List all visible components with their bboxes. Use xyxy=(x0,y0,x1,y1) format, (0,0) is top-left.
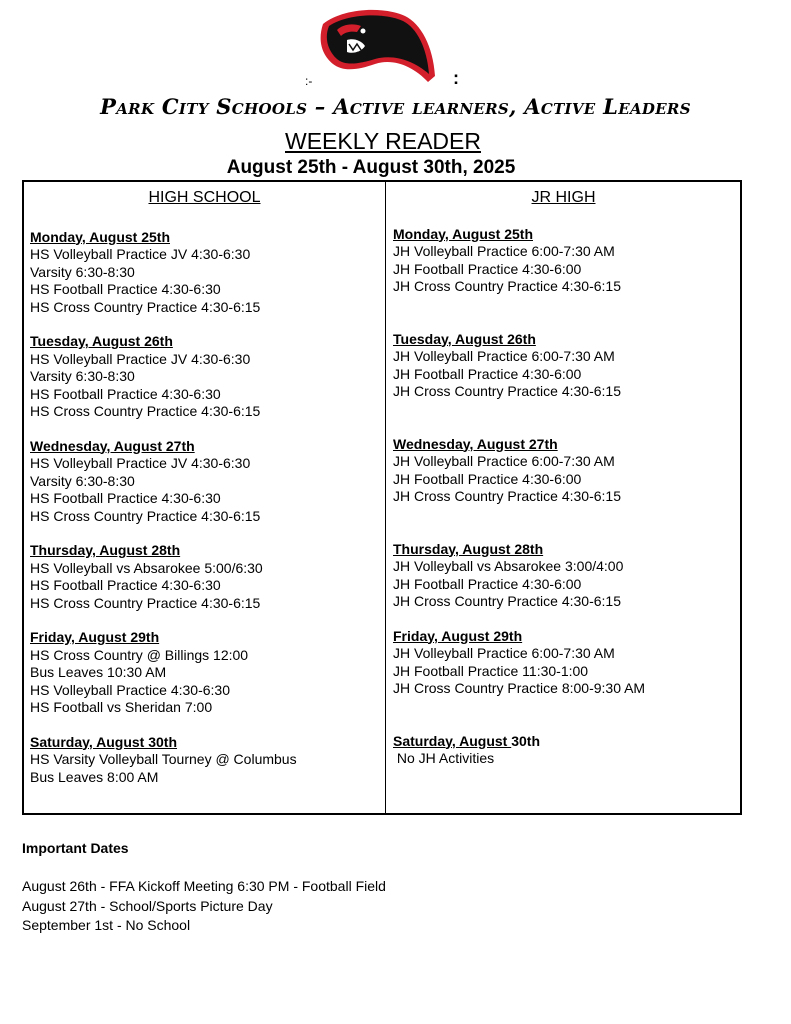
schedule-item: HS Cross Country Practice 4:30-6:15 xyxy=(30,507,261,524)
schedule-item: HS Football Practice 4:30-6:30 xyxy=(30,281,221,297)
day-title: Monday, August 25th xyxy=(393,225,533,242)
schedule-item: Varsity 6:30-8:30 xyxy=(30,263,135,280)
decorative-mark: :- xyxy=(305,74,313,88)
important-dates xyxy=(22,840,386,936)
schedule-item: HS Volleyball Practice JV 4:30-6:30 xyxy=(30,455,251,471)
schedule-item: HS Volleyball vs Absarokee 5:00/6:30 xyxy=(30,559,263,576)
day-title: Thursday, August 28th xyxy=(30,542,181,558)
schedule-item: HS Cross Country Practice 4:30-6:15 xyxy=(30,298,261,315)
schedule-item: Bus Leaves 8:00 AM xyxy=(30,768,159,785)
schedule-item: JH Volleyball Practice 6:00-7:30 AM xyxy=(393,453,615,469)
schedule-item: HS Volleyball Practice JV 4:30-6:30 xyxy=(30,350,251,367)
schedule-item: JH Cross Country Practice 8:00-9:30 AM xyxy=(393,680,646,696)
jr-high-column xyxy=(386,182,740,813)
panther-icon xyxy=(313,6,439,86)
schedule-item: Varsity 6:30-8:30 xyxy=(30,472,135,489)
schedule-item: HS Football Practice 4:30-6:30 xyxy=(30,490,221,506)
day-block xyxy=(30,333,385,421)
day-title: Saturday, August 30th xyxy=(393,732,541,749)
schedule-item: JH Cross Country Practice 4:30-6:15 xyxy=(393,278,621,294)
important-dates-heading: Important Dates xyxy=(22,840,129,856)
day-block xyxy=(30,438,385,526)
schedule-item: JH Volleyball Practice 6:00-7:30 AM xyxy=(393,348,615,364)
day-title: Monday, August 25th xyxy=(30,228,170,245)
day-block xyxy=(393,436,740,506)
schedule-item: JH Cross Country Practice 4:30-6:15 xyxy=(393,488,621,504)
schedule-table xyxy=(22,180,742,815)
schedule-item: JH Football Practice 11:30-1:00 xyxy=(393,662,589,679)
schedule-item: JH Football Practice 4:30-6:00 xyxy=(393,260,582,277)
schedule-item: HS Football Practice 4:30-6:30 xyxy=(30,577,221,593)
schedule-item: HS Cross Country @ Billings 12:00 xyxy=(30,646,249,663)
school-motto: Park City Schools – Active learners, Active Leaders xyxy=(100,94,691,119)
schedule-item: JH Football Practice 4:30-6:00 xyxy=(393,470,582,487)
schedule-item: HS Football vs Sheridan 7:00 xyxy=(30,699,213,715)
day-title: Wednesday, August 27th xyxy=(393,435,558,452)
schedule-item: Varsity 6:30-8:30 xyxy=(30,368,135,384)
schedule-item: JH Football Practice 4:30-6:00 xyxy=(393,575,582,592)
schedule-item: JH Volleyball Practice 6:00-7:30 AM xyxy=(393,243,615,259)
day-block xyxy=(30,542,385,612)
schedule-item: Bus Leaves 10:30 AM xyxy=(30,664,167,680)
panther-logo xyxy=(313,6,439,86)
date-range: August 25th - August 30th, 2025 xyxy=(226,157,516,178)
day-block xyxy=(393,628,740,698)
page-title: WEEKLY READER xyxy=(285,128,481,154)
day-title: Friday, August 29th xyxy=(30,629,160,645)
day-title: Thursday, August 28th xyxy=(393,540,544,557)
important-date-item: August 26th - FFA Kickoff Meeting 6:30 PM - Football Field xyxy=(22,878,386,894)
important-date-item: August 27th - School/Sports Picture Day xyxy=(22,897,273,914)
jr-high-heading: JR HIGH xyxy=(531,189,596,206)
day-title: Tuesday, August 26th xyxy=(393,330,536,347)
schedule-item: HS Varsity Volleyball Tourney @ Columbus xyxy=(30,751,297,767)
day-title: Wednesday, August 27th xyxy=(30,437,195,454)
schedule-item: HS Volleyball Practice 4:30-6:30 xyxy=(30,681,230,698)
day-block xyxy=(393,226,740,296)
schedule-item: No JH Activities xyxy=(393,750,495,766)
schedule-item: HS Cross Country Practice 4:30-6:15 xyxy=(30,594,261,611)
day-block xyxy=(30,629,385,717)
high-school-column xyxy=(24,182,386,813)
day-title: Tuesday, August 26th xyxy=(30,333,173,349)
important-date-item: September 1st - No School xyxy=(22,917,191,933)
schedule-item: HS Football Practice 4:30-6:30 xyxy=(30,385,221,402)
schedule-item: JH Volleyball vs Absarokee 3:00/4:00 xyxy=(393,558,624,574)
schedule-item: JH Cross Country Practice 4:30-6:15 xyxy=(393,383,621,399)
day-block xyxy=(393,541,740,611)
day-title: Saturday, August 30th xyxy=(30,733,178,750)
day-block xyxy=(393,733,740,768)
day-block xyxy=(393,331,740,401)
day-block xyxy=(30,734,385,787)
schedule-item: JH Cross Country Practice 4:30-6:15 xyxy=(393,593,621,609)
schedule-item: JH Volleyball Practice 6:00-7:30 AM xyxy=(393,645,615,661)
schedule-item: HS Cross Country Practice 4:30-6:15 xyxy=(30,403,261,419)
schedule-item: HS Volleyball Practice JV 4:30-6:30 xyxy=(30,246,251,262)
high-school-heading: HIGH SCHOOL xyxy=(148,189,261,206)
decorative-mark: : xyxy=(453,68,459,88)
schedule-item: JH Football Practice 4:30-6:00 xyxy=(393,365,582,382)
day-block xyxy=(30,229,385,317)
day-title: Friday, August 29th xyxy=(393,627,523,644)
